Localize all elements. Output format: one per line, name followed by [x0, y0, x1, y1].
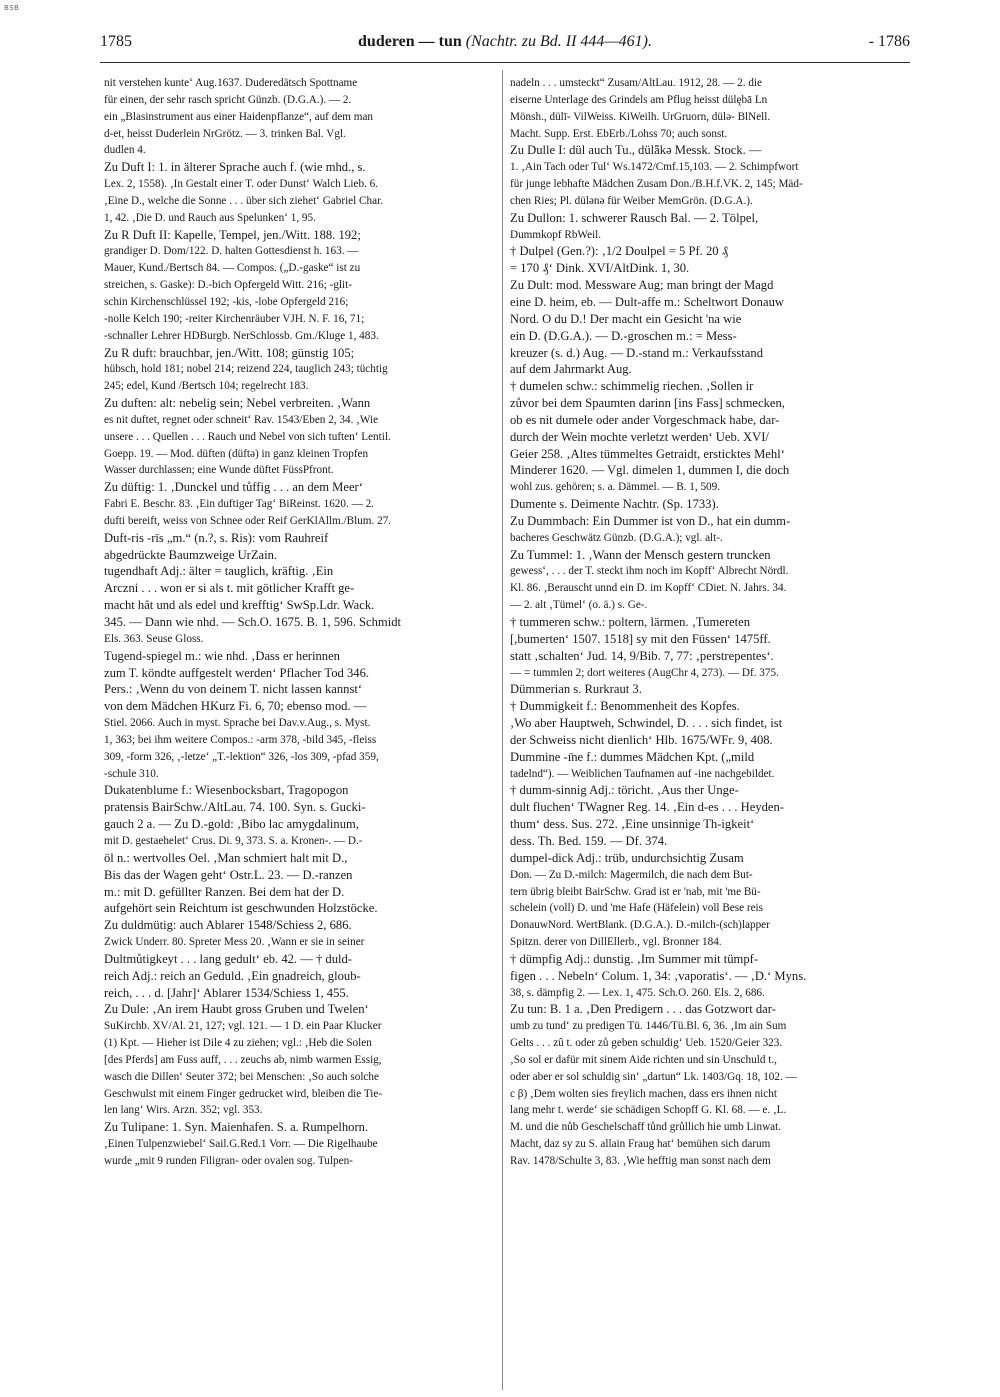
text-line: Pers.: ‚Wenn du von deinem T. nicht lassen kannst‘ [104, 682, 363, 697]
text-line: † Dummigkeit f.: Benommenheit des Kopfes. [510, 699, 740, 714]
text-line: [,bumerten‘ 1507. 1518] sy mit den Füssen‘ 1475ff. [510, 631, 771, 646]
text-line: Stiel. 2066. Auch in myst. Sprache bei Dav.v.Aug., s. Myst. [104, 717, 371, 730]
text-line: — = tummlen 2; dort weiteres (AugChr 4, 273). — Df. 375. [510, 666, 779, 679]
text-line: SuKirchb. XV/Al. 21, 127; vgl. 121. — 1 D. ein Paar Klucker [104, 1020, 382, 1033]
text-line: gauch 2 a. — Zu D.-gold: ‚Bibo lac amygdalinum, [104, 817, 359, 832]
text-line: ein D. (D.G.A.). — D.-groschen m.: = Mess- [510, 328, 737, 343]
text-line: Zu Dullon: 1. schwerer Rausch Bal. — 2. Tölpel, [510, 210, 759, 225]
text-line: ob es nit dumele oder ander Vorgeschmack habe, dar- [510, 412, 780, 427]
text-line: mit D. gestaehelet‘ Crus. Di. 9, 373. S. a. Kronen-. — D.- [104, 834, 363, 847]
text-line: Duft-ris -rīs „m.“ (n.?, s. Ris): vom Rauhreif [104, 530, 329, 545]
text-line: Dummine -ı̄ne f.: dummes Mädchen Kpt. („mild [510, 749, 755, 764]
text-line: Nord. O du D.! Der macht ein Gesicht 'na wie [510, 311, 742, 326]
text-line: DonauwNord. WertBlank. (D.G.A.). D.-milch-(sch)lapper [510, 919, 770, 932]
text-line: † dumelen schw.: schimmelig riechen. ‚Sollen ir [510, 379, 754, 394]
text-line: (1) Kpt. — Hieher ist Dile 4 zu ziehen; vgl.: ‚Heb die Solen [104, 1037, 372, 1050]
text-line: † Dulpel (Gen.?): ‚1/2 Doulpel = 5 Pf. 20 ₰ [510, 244, 729, 259]
text-line: dess. Th. Bed. 159. — Df. 374. [510, 833, 668, 848]
text-line: Zu R duft: brauchbar, jen./Witt. 108; günstig 105; [104, 345, 355, 360]
text-line: aufgehört sein Reichtum ist geschwunden Holzstöcke. [104, 901, 378, 916]
text-line: unsere . . . Quellen . . . Rauch und Nebel von sich tuften‘ Lentil. [104, 430, 391, 443]
text-line: Zu Dummbach: Ein Dummer ist von D., hat ein dumm- [510, 513, 791, 528]
text-line: zůvor bei dem Spaumten darinn [ins Fass] schmecken, [510, 396, 785, 411]
text-line: dult fluchen‘ TWagner Reg. 14. ‚Ein d-es . . . Heyden- [510, 800, 784, 815]
running-title-note: (Nachtr. zu Bd. II 444—461). [465, 33, 652, 50]
text-line: Zu tun: B. 1 a. ‚Den Predigern . . . das Gotzwort dar- [510, 1002, 776, 1017]
text-line: [des Pferds] am Fuss auff, . . . zeuchs ab, nimb warmen Essig, [104, 1053, 382, 1066]
text-line: Mönsh., dülī- VilWeiss. KiWeilh. UrGruorn, dülə- BlNell. [510, 110, 771, 123]
text-line: Geier 258. ‚Altes tümmeltes Getraidt, ersticktes Mehl‘ [510, 446, 785, 461]
text-line: Zu duldmütig: auch Ablarer 1548/Schiess 2, 686. [104, 918, 352, 933]
text-line: Kl. 86. ‚Berauscht unnd ein D. im Kopff‘ CDiet. N. Jahrs. 34. [510, 582, 787, 595]
text-line: len lang‘ Wirs. Arzn. 352; vgl. 353. [104, 1104, 263, 1117]
text-line: Macht. Supp. Erst. EbErb./Lohss 70; auch sonst. [510, 127, 728, 140]
text-line: ein „Blasinstrument aus einer Haidenpflanze“, auf dem man [104, 110, 374, 123]
text-line: wurde „mit 9 runden Filigran- oder ovalen sog. Tulpen- [104, 1155, 353, 1167]
text-line: Macht, daz sy zu S. allain Fraug hat‘ bemühen sich darum [510, 1138, 771, 1151]
text-line: ‚Einen Tulpenzwiebel‘ Sail.G.Red.1 Vorr. — Die Rigelhaube [104, 1138, 378, 1151]
column-divider [502, 70, 503, 1390]
text-line: 1. ‚Ain Tach oder Tul‘ Ws.1472/Cmf.15,103. — 2. Schimpfwort [510, 161, 799, 174]
running-title-keywords: duderen — tun [358, 33, 462, 50]
text-line: streichen, s. Gaske): D.-bich Opfergeld Witt. 216; -glit- [104, 279, 352, 292]
text-line: Minderer 1620. — Vgl. dimelen 1, dummen I, die doch [510, 463, 790, 478]
text-line: figen . . . Nebeln‘ Colum. 1, 34: ‚vaporatis‘. — ‚D.‘ Myns. [510, 968, 807, 983]
text-line: hübsch, hold 181; nobel 214; reizend 224, tauglich 243; tüchtig [104, 363, 388, 376]
text-line: Zu duften: alt: nebelig sein; Nebel verbreiten. ‚Wann [104, 396, 371, 411]
text-line: ‚Eine D., welche die Sonne . . . über sich ziehet‘ Gabriel Char. [104, 194, 383, 207]
text-line: Tugend-spiegel m.: wie nhd. ‚Dass er herinnen [104, 648, 340, 663]
text-line: oder aber er sol schuldig sin‘ „dartun“ Lk. 1403/Gq. 18, 102. — [510, 1070, 797, 1083]
text-line: † dümpfig Adj.: dunstig. ‚Im Summer mit tümpf- [510, 951, 759, 966]
page-header [100, 33, 910, 55]
text-line: 309, -form 326, ‚-letze‘ „T.-lektion“ 326, -los 309, -pfad 359, [104, 750, 379, 763]
text-line: Dumente s. Deimente Nachtr. (Sp. 1733). [510, 497, 719, 512]
text-line: Zu Tulipane: 1. Syn. Maienhafen. S. a. Rumpelhorn. [104, 1120, 369, 1135]
text-line: tern übrig bleibt BairSchw. Grad ist er 'nab, mit 'me Bü- [510, 885, 761, 898]
text-line: 1, 363; bei ihm weitere Compos.: -arm 378, -bild 345, -fleiss [104, 733, 377, 746]
text-line: -nolle Kelch 190; -reiter Kirchenräuber VJH. N. F. 16, 71; [104, 312, 365, 325]
text-line: Spitzn. derer von DillEllerb., vgl. Bronner 184. [510, 936, 722, 949]
text-line: Dümmerian s. Rurkraut 3. [510, 682, 642, 697]
text-line: lang mehr t. werde‘ sie schädigen Schopff G. Kl. 68. — e. ‚L. [510, 1104, 787, 1117]
text-line: Zu R Duft II: Kapelle, Tempel, jen./Witt. 188. 192; [104, 227, 361, 242]
left-column [104, 75, 497, 1395]
text-line: Don. — Zu D.-milch: Magermilch, die nach dem But- [510, 868, 753, 881]
running-title [100, 33, 910, 51]
text-line: dufti bereift, weiss von Schnee oder Reif GerKlAllm./Blum. 27. [104, 514, 392, 527]
text-line: -schule 310. [104, 767, 159, 780]
text-line: Zwick Underr. 80. Spreter Mess 20. ‚Wann er sie in seiner [104, 936, 365, 949]
text-line: Dukatenblume f.: Wiesenbocksbart, Tragopogon [104, 783, 349, 798]
text-line: zum T. köndte auffgestelt werden‘ Pflacher Tod 346. [104, 665, 370, 680]
text-line: macht hât und als edel und krefftig‘ SwSp.Ldr. Wack. [104, 598, 375, 613]
text-line: für junge lebhafte Mädchen Zusam Don./B.H.f.VK. 2, 145; Mäd- [510, 178, 803, 191]
text-line: Arczni . . . won er si als t. mit götlicher Krafft ge- [104, 581, 355, 596]
text-line: 38, s. dämpfig 2. — Lex. 1, 475. Sch.O. 260. Els. 2, 686. [510, 986, 765, 999]
text-line: für einen, der sehr rasch spricht Günzb. (D.G.A.). — 2. [104, 93, 352, 106]
text-line: öl n.: wertvolles Oel. ‚Man schmiert halt mit D., [104, 850, 348, 865]
text-line: schin Kirchenschlüssel 192; -kis, -lobe Opfergeld 216; [104, 295, 349, 308]
text-line: 1, 42. ‚Die D. und Rauch aus Spelunken‘ 1, 95. [104, 211, 316, 224]
right-column [510, 75, 903, 1395]
text-line: † tummeren schw.: poltern, lärmen. ‚Tumereten [510, 615, 751, 629]
text-line: chen Ries; Pl. dülənə für Weiber MemGrön. (D.G.A.). [510, 194, 753, 207]
page-number-left: 1785 [100, 33, 132, 50]
text-line: Zu düftig: 1. ‚Dunckel und tůffig . . . an dem Meer‘ [104, 480, 363, 495]
text-line: Goepp. 19. — Mod. düften (düftə) in ganz kleinen Tropfen [104, 447, 369, 460]
text-line: tadelnd“). — Weiblichen Taufnamen auf -ine nachgebildet. [510, 767, 775, 780]
text-line: 245; edel, Kund /Bertsch 104; regelrecht 183. [104, 380, 309, 393]
text-line: — 2. alt ‚Tümel‘ (o. ä.) s. Ge-. [510, 599, 648, 612]
text-line: -schnaller Lehrer HDBurgb. NerSchlossb. Gm./Kluge 1, 483. [104, 329, 379, 342]
text-line: 345. — Dann wie nhd. — Sch.O. 1675. B. 1, 596. Schmidt [104, 615, 401, 629]
text-line: Zu Duft I: 1. in älterer Sprache auch f. (wie mhd., s. [104, 160, 366, 175]
text-line: ‚So sol er dafür mit sinem Aide richten und sin Unschuld t., [510, 1053, 777, 1066]
text-line: Zu Dulle I: dül auch Tu., dülǟkə Messk. Stock. — [510, 143, 762, 158]
text-line: reich Adj.: reich an Geduld. ‚Ein gnadreich, gloub- [104, 968, 361, 983]
page-number-right: - 1786 [868, 33, 910, 50]
text-line: Lex. 2, 1558). ‚In Gestalt einer T. oder Dunst‘ Walch Lieb. 6. [104, 178, 379, 191]
text-line: = 170 ₰‘ Dink. XVI/AltDink. 1, 30. [510, 261, 690, 276]
text-line: Els. 363. Seuse Gloss. [104, 632, 204, 645]
text-line: Zu Dult: mod. Messware Aug; man bringt der Magd [510, 278, 774, 293]
text-line: bacheres Geschwätz Günzb. (D.G.A.); vgl. alt-. [510, 531, 723, 544]
text-line: m.: mit D. gefüllter Ranzen. Bei dem hat der D. [104, 884, 345, 899]
text-line: Mauer, Kund./Bertsch 84. — Compos. („D.-gaske“ ist zu [104, 262, 361, 275]
header-rule [100, 62, 910, 63]
text-line: wohl zus. gehören; s. a. Dämmel. — B. 1, 509. [510, 481, 721, 494]
text-line: dudlen 4. [104, 144, 146, 157]
text-line: Gelts . . . zû t. oder zů geben schuldig‘ Ueb. 1520/Geier 323. [510, 1037, 783, 1050]
text-line: schelein (voll) D. und 'me Hafe (Häfelein) voll Bese reis [510, 902, 764, 915]
text-line: nadeln . . . umsteckt“ Zusam/AltLau. 1912, 28. — 2. die [510, 77, 762, 89]
text-line: Bis das der Wagen geht‘ Ostr.L. 23. — D.-ranzen [104, 867, 353, 882]
text-line: es nit duftet, regnet oder schneit‘ Rav. 1543/Eben 2, 34. ‚Wie [104, 413, 379, 426]
text-line: Rav. 1478/Schulte 3, 83. ‚Wie hefftig man sonst nach dem [510, 1155, 771, 1167]
text-line: M. und die nůb Geschelschaff tůnd grůllich hie umb Linwat. [510, 1121, 782, 1134]
text-line: dumpel-dick Adj.: trüb, undurchsichtig Zusam [510, 850, 744, 865]
text-line: eine D. heim, eb. — Dult-affe m.: Scheltwort Donauw [510, 294, 784, 309]
text-line: † dumm-sinnig Adj.: töricht. ‚Aus ther Unge- [510, 783, 739, 798]
text-line: thum‘ dess. Sus. 272. ‚Eine unsinnige Th-igkeit‘ [510, 817, 755, 832]
text-line: Fabri E. Beschr. 83. ‚Ein duftiger Tag‘ BiReinst. 1620. — 2. [104, 498, 374, 511]
text-line: d-et, heisst Duderlein NrGrötz. — 3. trinken Bal. Vgl. [104, 127, 346, 140]
text-line: Zu Dule: ‚An irem Haubt gross Gruben und Twelen‘ [104, 1002, 369, 1017]
text-line: auf dem Jahrmarkt Aug. [510, 362, 632, 377]
text-line: abgedrückte Baumzweige UrZain. [104, 547, 278, 562]
text-line: nit verstehen kunte‘ Aug.1637. Duderedätsch Spottname [104, 77, 358, 89]
text-line: reich, . . . d. [Jahr]‘ Ablarer 1534/Schiess 1, 455. [104, 985, 349, 1000]
text-line: gewess‘, . . . der T. steckt ihm noch im Kopff‘ Albrecht Nördl. [510, 565, 789, 578]
text-line: wasch die Dillen‘ Seuter 372; bei Menschen: ‚So auch solche [104, 1070, 379, 1083]
text-line: umb zu tund‘ zu predigen Tü. 1446/Tü.Bl. 6, 36. ‚Im ain Sum [510, 1020, 787, 1033]
text-line: tugendhaft Adj.: älter = tauglich, kräftig. ‚Ein [104, 564, 334, 579]
text-line: von dem Mädchen HKurz Fi. 6, 70; ebenso mod. — [104, 699, 367, 714]
text-line: Dummkopf RbWeil. [510, 228, 602, 241]
text-line: ‚Wo aber Hauptweh, Schwindel, D. . . . sich findet, ist [510, 716, 783, 731]
text-line: pratensis BairSchw./AltLau. 74. 100. Syn. s. Gucki- [104, 800, 366, 815]
text-line: eiserne Unterlage des Grindels am Pflug heisst dülębā Ln [510, 93, 768, 106]
text-line: Geschwulst mit einem Finger gedrucket wird, bleiben die Tie- [104, 1087, 383, 1100]
text-line: statt ‚schalten‘ Jud. 14, 9/Bib. 7, 77: ‚perstrepentes‘. [510, 648, 774, 663]
text-line: Dultmůtigkeyt . . . lang gedult‘ eb. 42. — † duld- [104, 951, 352, 966]
text-line: durch der Wein mochte verletzt werden‘ Ueb. XVI/ [510, 429, 769, 444]
text-line: kreuzer (s. d.) Aug. — D.-stand m.: Verkaufsstand [510, 345, 763, 360]
library-stamp: BSB [4, 4, 20, 12]
text-line: grandiger D. Dom/122. D. halten Gottesdienst h. 163. — [104, 245, 359, 258]
text-line: Zu Tummel: 1. ‚Wann der Mensch gestern truncken [510, 547, 771, 562]
text-line: c β) ‚Dem wolten sies freylich machen, dass ers ihnen nicht [510, 1087, 777, 1100]
text-line: der Schweiss nicht dienlich‘ Hlb. 1675/WFr. 9, 408. [510, 732, 773, 747]
text-line: Wasser durchlassen; eine Wunde düftet FüssPfront. [104, 464, 334, 477]
